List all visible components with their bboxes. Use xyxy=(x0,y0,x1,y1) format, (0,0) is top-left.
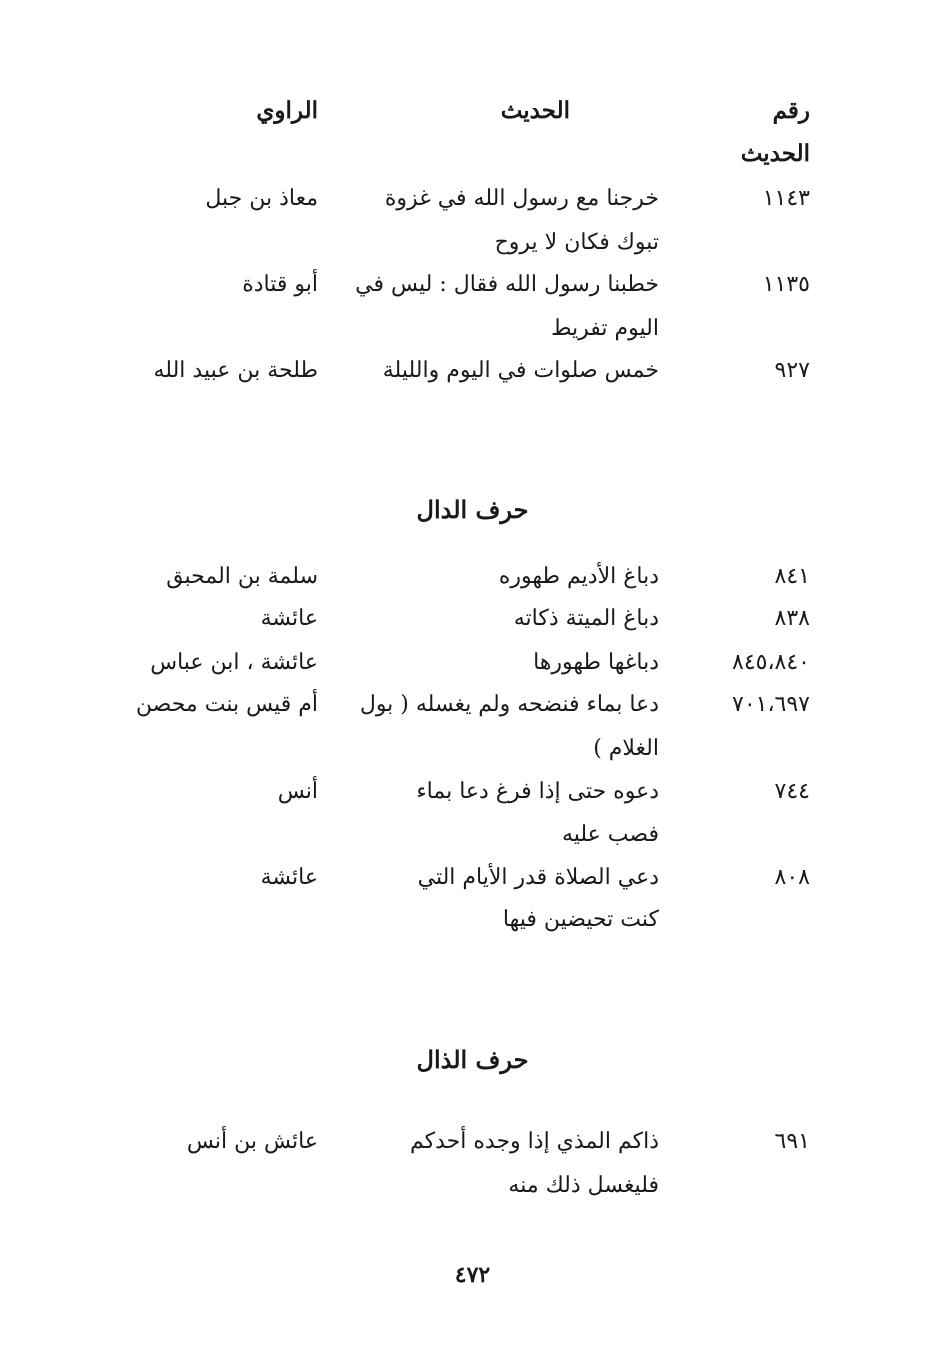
hadith-number: ١١٤٣ xyxy=(762,186,810,211)
hadith-text: دباغ الأديم طهوره xyxy=(498,564,659,589)
header-hadith: الحديث xyxy=(500,97,570,124)
hadith-text: دعا بماء فنضحه ولم يغسله ( بول xyxy=(359,692,659,717)
hadith-number: ٧٠١،٦٩٧ xyxy=(732,692,810,717)
header-narrator: الراوي xyxy=(256,97,318,124)
page-number: ٤٧٢ xyxy=(454,1262,491,1288)
hadith-text: خطبنا رسول الله فقال : ليس في xyxy=(355,272,659,297)
hadith-text-continued: الغلام ) xyxy=(593,736,659,761)
hadith-text-continued: فصب عليه xyxy=(561,822,659,847)
hadith-text: دباغها طهورها xyxy=(533,650,659,675)
hadith-number: ٧٤٤ xyxy=(774,779,810,804)
narrator: طلحة بن عبيد الله xyxy=(153,358,318,383)
hadith-text-continued: اليوم تفريط xyxy=(551,316,659,341)
hadith-text: دعي الصلاة قدر الأيام التي xyxy=(417,865,659,890)
hadith-number: ٨٤١ xyxy=(774,564,810,589)
hadith-number: ٨٣٨ xyxy=(774,606,810,631)
hadith-text: خرجنا مع رسول الله في غزوة xyxy=(384,186,659,211)
hadith-text: دباغ الميتة ذكاته xyxy=(513,606,659,631)
section-title-dhal: حرف الذال xyxy=(416,1045,529,1074)
hadith-text-continued: كنت تحيضين فيها xyxy=(502,907,659,932)
header-number-line2: الحديث xyxy=(740,140,810,167)
hadith-text: دعوه حتى إذا فرغ دعا بماء xyxy=(416,779,659,804)
narrator: أنس xyxy=(277,779,318,804)
hadith-number: ٨٤٥،٨٤٠ xyxy=(732,650,810,675)
narrator: عائشة ، ابن عباس xyxy=(150,650,318,675)
header-number-line1: رقم xyxy=(772,97,810,124)
hadith-number: ٦٩١ xyxy=(774,1129,810,1154)
hadith-number: ٨٠٨ xyxy=(774,865,810,890)
narrator: أم قيس بنت محصن xyxy=(135,692,318,717)
narrator: عائش بن أنس xyxy=(186,1129,318,1154)
hadith-text-continued: فليغسل ذلك منه xyxy=(508,1173,659,1198)
narrator: عائشة xyxy=(260,865,318,890)
narrator: معاذ بن جبل xyxy=(205,186,318,211)
narrator: أبو قتادة xyxy=(242,272,318,297)
hadith-number: ١١٣٥ xyxy=(762,272,810,297)
hadith-number: ٩٢٧ xyxy=(774,358,810,383)
narrator: سلمة بن المحبق xyxy=(166,564,318,589)
hadith-text: خمس صلوات في اليوم والليلة xyxy=(382,358,659,383)
hadith-text-continued: تبوك فكان لا يروح xyxy=(494,230,659,255)
section-title-dal: حرف الدال xyxy=(416,495,529,524)
narrator: عائشة xyxy=(260,606,318,631)
hadith-text: ذاكم المذي إذا وجده أحدكم xyxy=(410,1129,659,1154)
